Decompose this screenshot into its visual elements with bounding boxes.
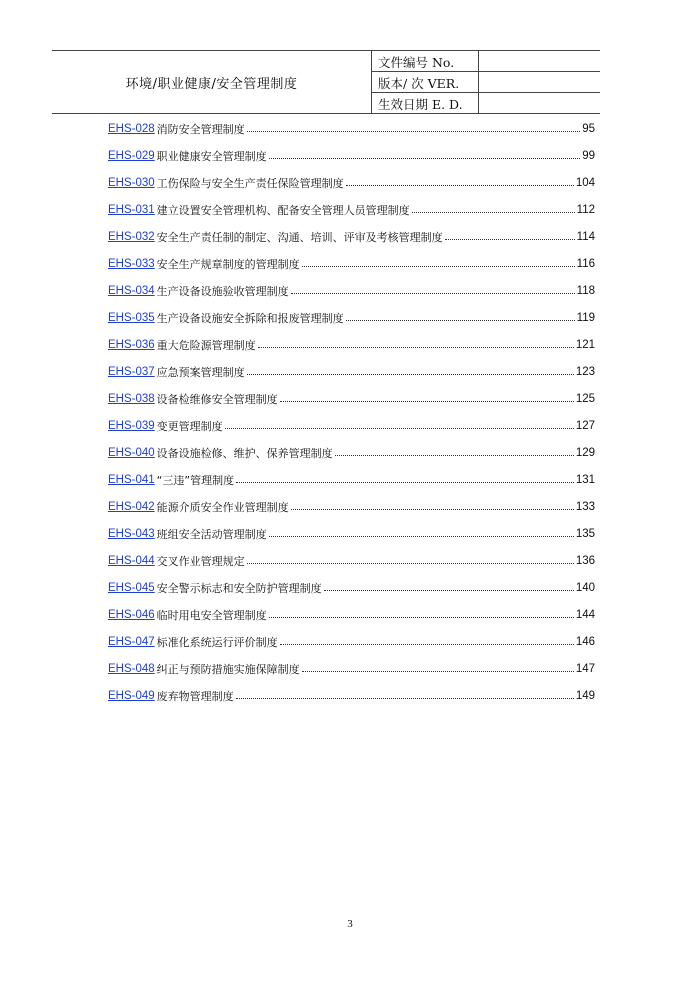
toc-entry[interactable] — [108, 466, 595, 493]
toc-entry-page-number: 144 — [575, 608, 595, 621]
toc-entry-page-number: 114 — [576, 230, 595, 243]
toc-entry-page-number: 104 — [575, 176, 595, 189]
toc-entry-link[interactable]: EHS-049 — [108, 689, 155, 702]
toc-entry[interactable] — [108, 142, 595, 169]
toc-entry-page-number: 146 — [575, 635, 595, 648]
toc-entry-page-number: 119 — [576, 311, 595, 324]
toc-entry-link[interactable]: EHS-031 — [108, 203, 155, 216]
document-title: 环境/职业健康/安全管理制度 — [52, 51, 372, 113]
toc-entry-page-number: 127 — [575, 419, 595, 432]
toc-entry-page-number: 99 — [582, 149, 595, 162]
toc-entry-title: 重大危险源管理制度 — [156, 338, 256, 352]
toc-entry-title: 工伤保险与安全生产责任保险管理制度 — [156, 176, 344, 190]
toc-dot-leader — [302, 266, 575, 267]
toc-entry-link[interactable]: EHS-032 — [108, 230, 155, 243]
toc-entry-title: 安全生产责任制的制定、沟通、培训、评审及考核管理制度 — [156, 230, 443, 244]
meta-row-doc-no — [372, 51, 600, 72]
toc-entry-page-number: 121 — [575, 338, 595, 351]
toc-entry-link[interactable]: EHS-041 — [108, 473, 155, 486]
toc-entry[interactable] — [108, 115, 595, 142]
toc-entry-page-number: 136 — [575, 554, 595, 567]
toc-entry[interactable] — [108, 574, 595, 601]
toc-entry-title: 设备设施检修、维护、保养管理制度 — [156, 446, 333, 460]
document-header — [52, 50, 600, 114]
toc-entry[interactable] — [108, 682, 595, 709]
toc-entry-link[interactable]: EHS-046 — [108, 608, 155, 621]
toc-entry[interactable] — [108, 277, 595, 304]
toc-dot-leader — [247, 374, 574, 375]
doc-no-value — [478, 51, 601, 71]
toc-dot-leader — [225, 428, 574, 429]
toc-dot-leader — [269, 617, 574, 618]
table-of-contents — [108, 115, 595, 709]
toc-dot-leader — [335, 455, 574, 456]
toc-entry-link[interactable]: EHS-040 — [108, 446, 155, 459]
toc-entry-page-number: 125 — [575, 392, 595, 405]
toc-dot-leader — [324, 590, 574, 591]
toc-entry-page-number: 129 — [575, 446, 595, 459]
toc-entry[interactable] — [108, 655, 595, 682]
meta-row-version — [372, 72, 600, 93]
toc-entry[interactable] — [108, 358, 595, 385]
toc-entry-page-number: 95 — [582, 122, 595, 135]
toc-entry-link[interactable]: EHS-045 — [108, 581, 155, 594]
toc-entry-link[interactable]: EHS-029 — [108, 149, 155, 162]
toc-entry-link[interactable]: EHS-042 — [108, 500, 155, 513]
toc-entry[interactable] — [108, 412, 595, 439]
toc-entry-title: 班组安全活动管理制度 — [156, 527, 267, 541]
doc-no-label: 文件编号 No. — [378, 55, 455, 70]
toc-entry-title: 变更管理制度 — [156, 419, 223, 433]
toc-entry-title: 生产设备设施验收管理制度 — [156, 284, 289, 298]
toc-dot-leader — [247, 563, 574, 564]
toc-entry-page-number: 149 — [575, 689, 595, 702]
toc-dot-leader — [258, 347, 574, 348]
toc-dot-leader — [346, 185, 574, 186]
toc-entry-title: 标准化系统运行评价制度 — [156, 635, 278, 649]
toc-dot-leader — [291, 293, 575, 294]
toc-entry[interactable] — [108, 547, 595, 574]
toc-entry[interactable] — [108, 628, 595, 655]
page-number: 3 — [347, 918, 353, 930]
toc-entry-link[interactable]: EHS-048 — [108, 662, 155, 675]
toc-entry[interactable] — [108, 439, 595, 466]
toc-entry-link[interactable]: EHS-047 — [108, 635, 155, 648]
toc-dot-leader — [346, 320, 575, 321]
document-meta-table — [372, 51, 600, 113]
toc-entry-title: 建立设置安全管理机构、配备安全管理人员管理制度 — [156, 203, 410, 217]
toc-entry-page-number: 133 — [575, 500, 595, 513]
toc-entry-title: 能源介质安全作业管理制度 — [156, 500, 289, 514]
toc-dot-leader — [269, 536, 574, 537]
toc-entry-title: 安全生产规章制度的管理制度 — [156, 257, 300, 271]
toc-entry-title: 临时用电安全管理制度 — [156, 608, 267, 622]
toc-dot-leader — [302, 671, 574, 672]
toc-entry-link[interactable]: EHS-043 — [108, 527, 155, 540]
toc-entry-link[interactable]: EHS-034 — [108, 284, 155, 297]
toc-entry-page-number: 135 — [575, 527, 595, 540]
toc-entry-link[interactable]: EHS-030 — [108, 176, 155, 189]
toc-entry-page-number: 147 — [575, 662, 595, 675]
toc-dot-leader — [291, 509, 574, 510]
toc-entry-page-number: 118 — [576, 284, 595, 297]
toc-entry-title: 交叉作业管理规定 — [156, 554, 245, 568]
meta-row-effective-date — [372, 93, 600, 113]
toc-entry[interactable] — [108, 385, 595, 412]
effective-date-label: 生效日期 E. D. — [378, 97, 463, 112]
toc-entry-title: 职业健康安全管理制度 — [156, 149, 267, 163]
toc-entry-link[interactable]: EHS-039 — [108, 419, 155, 432]
toc-entry-title: 消防安全管理制度 — [156, 122, 245, 136]
toc-dot-leader — [269, 158, 581, 159]
toc-entry[interactable] — [108, 304, 595, 331]
toc-dot-leader — [236, 482, 574, 483]
toc-entry[interactable] — [108, 331, 595, 358]
toc-entry-title: 生产设备设施安全拆除和报废管理制度 — [156, 311, 344, 325]
toc-entry-title: 废弃物管理制度 — [156, 689, 234, 703]
toc-dot-leader — [412, 212, 575, 213]
toc-entry-page-number: 123 — [575, 365, 595, 378]
toc-dot-leader — [236, 698, 574, 699]
toc-dot-leader — [280, 644, 574, 645]
toc-entry-page-number: 112 — [576, 203, 595, 216]
toc-dot-leader — [247, 131, 581, 132]
toc-entry-link[interactable]: EHS-044 — [108, 554, 155, 567]
toc-entry-link[interactable]: EHS-028 — [108, 122, 155, 135]
toc-entry-title: 设备检维修安全管理制度 — [156, 392, 278, 406]
toc-entry[interactable] — [108, 601, 595, 628]
toc-entry-title: 应急预案管理制度 — [156, 365, 245, 379]
toc-entry-title: “三违”管理制度 — [156, 473, 235, 487]
toc-entry-link[interactable]: EHS-035 — [108, 311, 155, 324]
toc-entry[interactable] — [108, 493, 595, 520]
effective-date-value — [478, 93, 601, 113]
toc-entry-page-number: 131 — [575, 473, 595, 486]
toc-entry-page-number: 116 — [576, 257, 595, 270]
toc-dot-leader — [280, 401, 574, 402]
toc-entry-link[interactable]: EHS-037 — [108, 365, 155, 378]
toc-entry[interactable] — [108, 520, 595, 547]
toc-entry-title: 安全警示标志和安全防护管理制度 — [156, 581, 322, 595]
toc-entry-link[interactable]: EHS-036 — [108, 338, 155, 351]
toc-entry-link[interactable]: EHS-038 — [108, 392, 155, 405]
version-value — [478, 72, 601, 92]
version-label: 版本/ 次 VER. — [378, 76, 460, 91]
toc-entry-link[interactable]: EHS-033 — [108, 257, 155, 270]
toc-entry[interactable] — [108, 169, 595, 196]
toc-dot-leader — [445, 239, 575, 240]
toc-entry[interactable] — [108, 196, 595, 223]
toc-entry[interactable] — [108, 223, 595, 250]
toc-entry-title: 纠正与预防措施实施保障制度 — [156, 662, 300, 676]
toc-entry-page-number: 140 — [575, 581, 595, 594]
toc-entry[interactable] — [108, 250, 595, 277]
